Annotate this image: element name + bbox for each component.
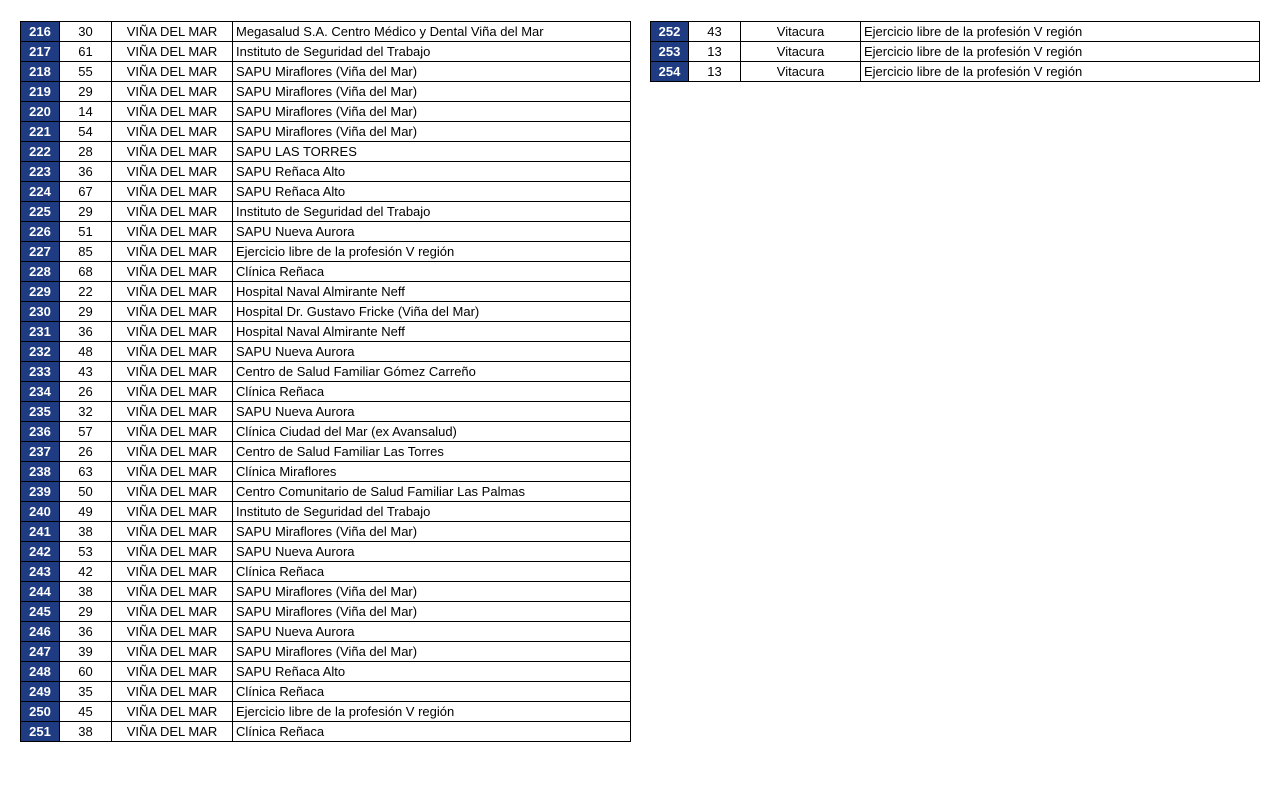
comuna-cell: VIÑA DEL MAR — [112, 422, 233, 442]
institution-cell: SAPU Miraflores (Viña del Mar) — [233, 62, 631, 82]
comuna-cell: VIÑA DEL MAR — [112, 482, 233, 502]
row-index-cell: 219 — [21, 82, 60, 102]
value-cell: 26 — [60, 382, 112, 402]
comuna-cell: Vitacura — [741, 22, 861, 42]
comuna-cell: VIÑA DEL MAR — [112, 642, 233, 662]
table-row — [21, 122, 631, 142]
row-index-cell: 238 — [21, 462, 60, 482]
value-cell: 54 — [60, 122, 112, 142]
institution-cell: Clínica Reñaca — [233, 262, 631, 282]
row-index-cell: 221 — [21, 122, 60, 142]
value-cell: 50 — [60, 482, 112, 502]
value-cell: 29 — [60, 602, 112, 622]
institution-cell: SAPU Nueva Aurora — [233, 342, 631, 362]
row-index-cell: 226 — [21, 222, 60, 242]
table-row — [21, 522, 631, 542]
value-cell: 28 — [60, 142, 112, 162]
institution-cell: Ejercicio libre de la profesión V región — [233, 702, 631, 722]
value-cell: 45 — [60, 702, 112, 722]
value-cell: 51 — [60, 222, 112, 242]
table-row — [21, 162, 631, 182]
institution-cell: Instituto de Seguridad del Trabajo — [233, 202, 631, 222]
right-table-body — [651, 22, 1260, 82]
table-row — [21, 362, 631, 382]
comuna-cell: VIÑA DEL MAR — [112, 42, 233, 62]
table-row — [21, 62, 631, 82]
table-row — [21, 302, 631, 322]
value-cell: 26 — [60, 442, 112, 462]
table-row — [21, 102, 631, 122]
row-index-cell: 252 — [651, 22, 689, 42]
row-index-cell: 240 — [21, 502, 60, 522]
institution-cell: SAPU Miraflores (Viña del Mar) — [233, 602, 631, 622]
institution-cell: SAPU Miraflores (Viña del Mar) — [233, 642, 631, 662]
institution-cell: SAPU Miraflores (Viña del Mar) — [233, 102, 631, 122]
comuna-cell: VIÑA DEL MAR — [112, 362, 233, 382]
table-row — [21, 562, 631, 582]
value-cell: 30 — [60, 22, 112, 42]
table-row — [21, 382, 631, 402]
value-cell: 13 — [689, 62, 741, 82]
table-row — [21, 202, 631, 222]
row-index-cell: 220 — [21, 102, 60, 122]
comuna-cell: VIÑA DEL MAR — [112, 602, 233, 622]
table-row — [21, 402, 631, 422]
institution-cell: Ejercicio libre de la profesión V región — [861, 22, 1260, 42]
comuna-cell: VIÑA DEL MAR — [112, 182, 233, 202]
comuna-cell: Vitacura — [741, 62, 861, 82]
value-cell: 55 — [60, 62, 112, 82]
table-row — [21, 542, 631, 562]
value-cell: 29 — [60, 202, 112, 222]
institution-cell: Centro de Salud Familiar Las Torres — [233, 442, 631, 462]
institution-cell: Ejercicio libre de la profesión V región — [233, 242, 631, 262]
comuna-cell: VIÑA DEL MAR — [112, 522, 233, 542]
comuna-cell: VIÑA DEL MAR — [112, 122, 233, 142]
institution-cell: Clínica Reñaca — [233, 682, 631, 702]
comuna-cell: VIÑA DEL MAR — [112, 662, 233, 682]
comuna-cell: VIÑA DEL MAR — [112, 502, 233, 522]
comuna-cell: VIÑA DEL MAR — [112, 462, 233, 482]
table-row — [21, 582, 631, 602]
institution-cell: Hospital Naval Almirante Neff — [233, 322, 631, 342]
value-cell: 38 — [60, 522, 112, 542]
comuna-cell: VIÑA DEL MAR — [112, 262, 233, 282]
value-cell: 61 — [60, 42, 112, 62]
institution-cell: SAPU Nueva Aurora — [233, 402, 631, 422]
institution-cell: SAPU Miraflores (Viña del Mar) — [233, 122, 631, 142]
table-row — [21, 722, 631, 742]
row-index-cell: 218 — [21, 62, 60, 82]
institution-cell: SAPU Reñaca Alto — [233, 162, 631, 182]
institution-cell: Centro Comunitario de Salud Familiar Las Palmas — [233, 482, 631, 502]
institution-cell: Clínica Reñaca — [233, 722, 631, 742]
value-cell: 63 — [60, 462, 112, 482]
table-row — [21, 622, 631, 642]
table-row — [21, 282, 631, 302]
row-index-cell: 237 — [21, 442, 60, 462]
comuna-cell: Vitacura — [741, 42, 861, 62]
table-row — [651, 62, 1260, 82]
value-cell: 49 — [60, 502, 112, 522]
table-row — [21, 22, 631, 42]
institution-cell: SAPU Nueva Aurora — [233, 222, 631, 242]
value-cell: 68 — [60, 262, 112, 282]
row-index-cell: 228 — [21, 262, 60, 282]
table-row — [651, 42, 1260, 62]
value-cell: 36 — [60, 322, 112, 342]
row-index-cell: 246 — [21, 622, 60, 642]
table-row — [21, 322, 631, 342]
value-cell: 13 — [689, 42, 741, 62]
row-index-cell: 224 — [21, 182, 60, 202]
comuna-cell: VIÑA DEL MAR — [112, 302, 233, 322]
table-row — [21, 422, 631, 442]
institution-cell: Instituto de Seguridad del Trabajo — [233, 42, 631, 62]
left-data-table — [20, 21, 631, 742]
comuna-cell: VIÑA DEL MAR — [112, 562, 233, 582]
row-index-cell: 241 — [21, 522, 60, 542]
value-cell: 67 — [60, 182, 112, 202]
comuna-cell: VIÑA DEL MAR — [112, 342, 233, 362]
table-row — [21, 482, 631, 502]
institution-cell: SAPU Reñaca Alto — [233, 662, 631, 682]
row-index-cell: 248 — [21, 662, 60, 682]
value-cell: 85 — [60, 242, 112, 262]
institution-cell: Centro de Salud Familiar Gómez Carreño — [233, 362, 631, 382]
institution-cell: SAPU Miraflores (Viña del Mar) — [233, 82, 631, 102]
row-index-cell: 253 — [651, 42, 689, 62]
institution-cell: SAPU Nueva Aurora — [233, 542, 631, 562]
table-row — [21, 262, 631, 282]
row-index-cell: 225 — [21, 202, 60, 222]
comuna-cell: VIÑA DEL MAR — [112, 402, 233, 422]
institution-cell: Clínica Reñaca — [233, 562, 631, 582]
row-index-cell: 242 — [21, 542, 60, 562]
value-cell: 36 — [60, 162, 112, 182]
comuna-cell: VIÑA DEL MAR — [112, 242, 233, 262]
table-row — [21, 142, 631, 162]
row-index-cell: 254 — [651, 62, 689, 82]
institution-cell: SAPU Miraflores (Viña del Mar) — [233, 522, 631, 542]
row-index-cell: 217 — [21, 42, 60, 62]
comuna-cell: VIÑA DEL MAR — [112, 682, 233, 702]
right-data-table — [650, 21, 1260, 82]
table-row — [21, 42, 631, 62]
left-table-body — [21, 22, 631, 742]
comuna-cell: VIÑA DEL MAR — [112, 702, 233, 722]
comuna-cell: VIÑA DEL MAR — [112, 222, 233, 242]
comuna-cell: VIÑA DEL MAR — [112, 62, 233, 82]
row-index-cell: 243 — [21, 562, 60, 582]
row-index-cell: 227 — [21, 242, 60, 262]
value-cell: 35 — [60, 682, 112, 702]
institution-cell: Ejercicio libre de la profesión V región — [861, 62, 1260, 82]
institution-cell: Clínica Ciudad del Mar (ex Avansalud) — [233, 422, 631, 442]
row-index-cell: 251 — [21, 722, 60, 742]
row-index-cell: 235 — [21, 402, 60, 422]
row-index-cell: 222 — [21, 142, 60, 162]
institution-cell: Hospital Naval Almirante Neff — [233, 282, 631, 302]
value-cell: 53 — [60, 542, 112, 562]
table-row — [21, 502, 631, 522]
row-index-cell: 249 — [21, 682, 60, 702]
row-index-cell: 231 — [21, 322, 60, 342]
comuna-cell: VIÑA DEL MAR — [112, 162, 233, 182]
row-index-cell: 230 — [21, 302, 60, 322]
value-cell: 22 — [60, 282, 112, 302]
value-cell: 43 — [689, 22, 741, 42]
table-row — [21, 222, 631, 242]
row-index-cell: 244 — [21, 582, 60, 602]
table-row — [21, 702, 631, 722]
row-index-cell: 232 — [21, 342, 60, 362]
value-cell: 38 — [60, 722, 112, 742]
row-index-cell: 223 — [21, 162, 60, 182]
row-index-cell: 247 — [21, 642, 60, 662]
comuna-cell: VIÑA DEL MAR — [112, 382, 233, 402]
value-cell: 14 — [60, 102, 112, 122]
value-cell: 60 — [60, 662, 112, 682]
institution-cell: Hospital Dr. Gustavo Fricke (Viña del Mar) — [233, 302, 631, 322]
value-cell: 42 — [60, 562, 112, 582]
comuna-cell: VIÑA DEL MAR — [112, 202, 233, 222]
table-row — [21, 662, 631, 682]
row-index-cell: 250 — [21, 702, 60, 722]
comuna-cell: VIÑA DEL MAR — [112, 322, 233, 342]
comuna-cell: VIÑA DEL MAR — [112, 582, 233, 602]
comuna-cell: VIÑA DEL MAR — [112, 442, 233, 462]
institution-cell: Clínica Reñaca — [233, 382, 631, 402]
comuna-cell: VIÑA DEL MAR — [112, 22, 233, 42]
comuna-cell: VIÑA DEL MAR — [112, 542, 233, 562]
value-cell: 29 — [60, 302, 112, 322]
row-index-cell: 239 — [21, 482, 60, 502]
value-cell: 36 — [60, 622, 112, 642]
comuna-cell: VIÑA DEL MAR — [112, 282, 233, 302]
institution-cell: Instituto de Seguridad del Trabajo — [233, 502, 631, 522]
row-index-cell: 236 — [21, 422, 60, 442]
comuna-cell: VIÑA DEL MAR — [112, 622, 233, 642]
table-row — [21, 182, 631, 202]
value-cell: 43 — [60, 362, 112, 382]
institution-cell: SAPU Miraflores (Viña del Mar) — [233, 582, 631, 602]
value-cell: 29 — [60, 82, 112, 102]
table-row — [21, 602, 631, 622]
institution-cell: Ejercicio libre de la profesión V región — [861, 42, 1260, 62]
table-row — [651, 22, 1260, 42]
table-row — [21, 442, 631, 462]
comuna-cell: VIÑA DEL MAR — [112, 82, 233, 102]
comuna-cell: VIÑA DEL MAR — [112, 722, 233, 742]
institution-cell: SAPU Reñaca Alto — [233, 182, 631, 202]
table-row — [21, 682, 631, 702]
value-cell: 39 — [60, 642, 112, 662]
row-index-cell: 216 — [21, 22, 60, 42]
comuna-cell: VIÑA DEL MAR — [112, 142, 233, 162]
table-row — [21, 82, 631, 102]
table-row — [21, 642, 631, 662]
table-row — [21, 242, 631, 262]
row-index-cell: 234 — [21, 382, 60, 402]
value-cell: 57 — [60, 422, 112, 442]
value-cell: 32 — [60, 402, 112, 422]
institution-cell: Clínica Miraflores — [233, 462, 631, 482]
institution-cell: Megasalud S.A. Centro Médico y Dental Viña del Mar — [233, 22, 631, 42]
row-index-cell: 229 — [21, 282, 60, 302]
row-index-cell: 245 — [21, 602, 60, 622]
table-row — [21, 462, 631, 482]
value-cell: 48 — [60, 342, 112, 362]
comuna-cell: VIÑA DEL MAR — [112, 102, 233, 122]
row-index-cell: 233 — [21, 362, 60, 382]
institution-cell: SAPU Nueva Aurora — [233, 622, 631, 642]
institution-cell: SAPU LAS TORRES — [233, 142, 631, 162]
value-cell: 38 — [60, 582, 112, 602]
table-row — [21, 342, 631, 362]
